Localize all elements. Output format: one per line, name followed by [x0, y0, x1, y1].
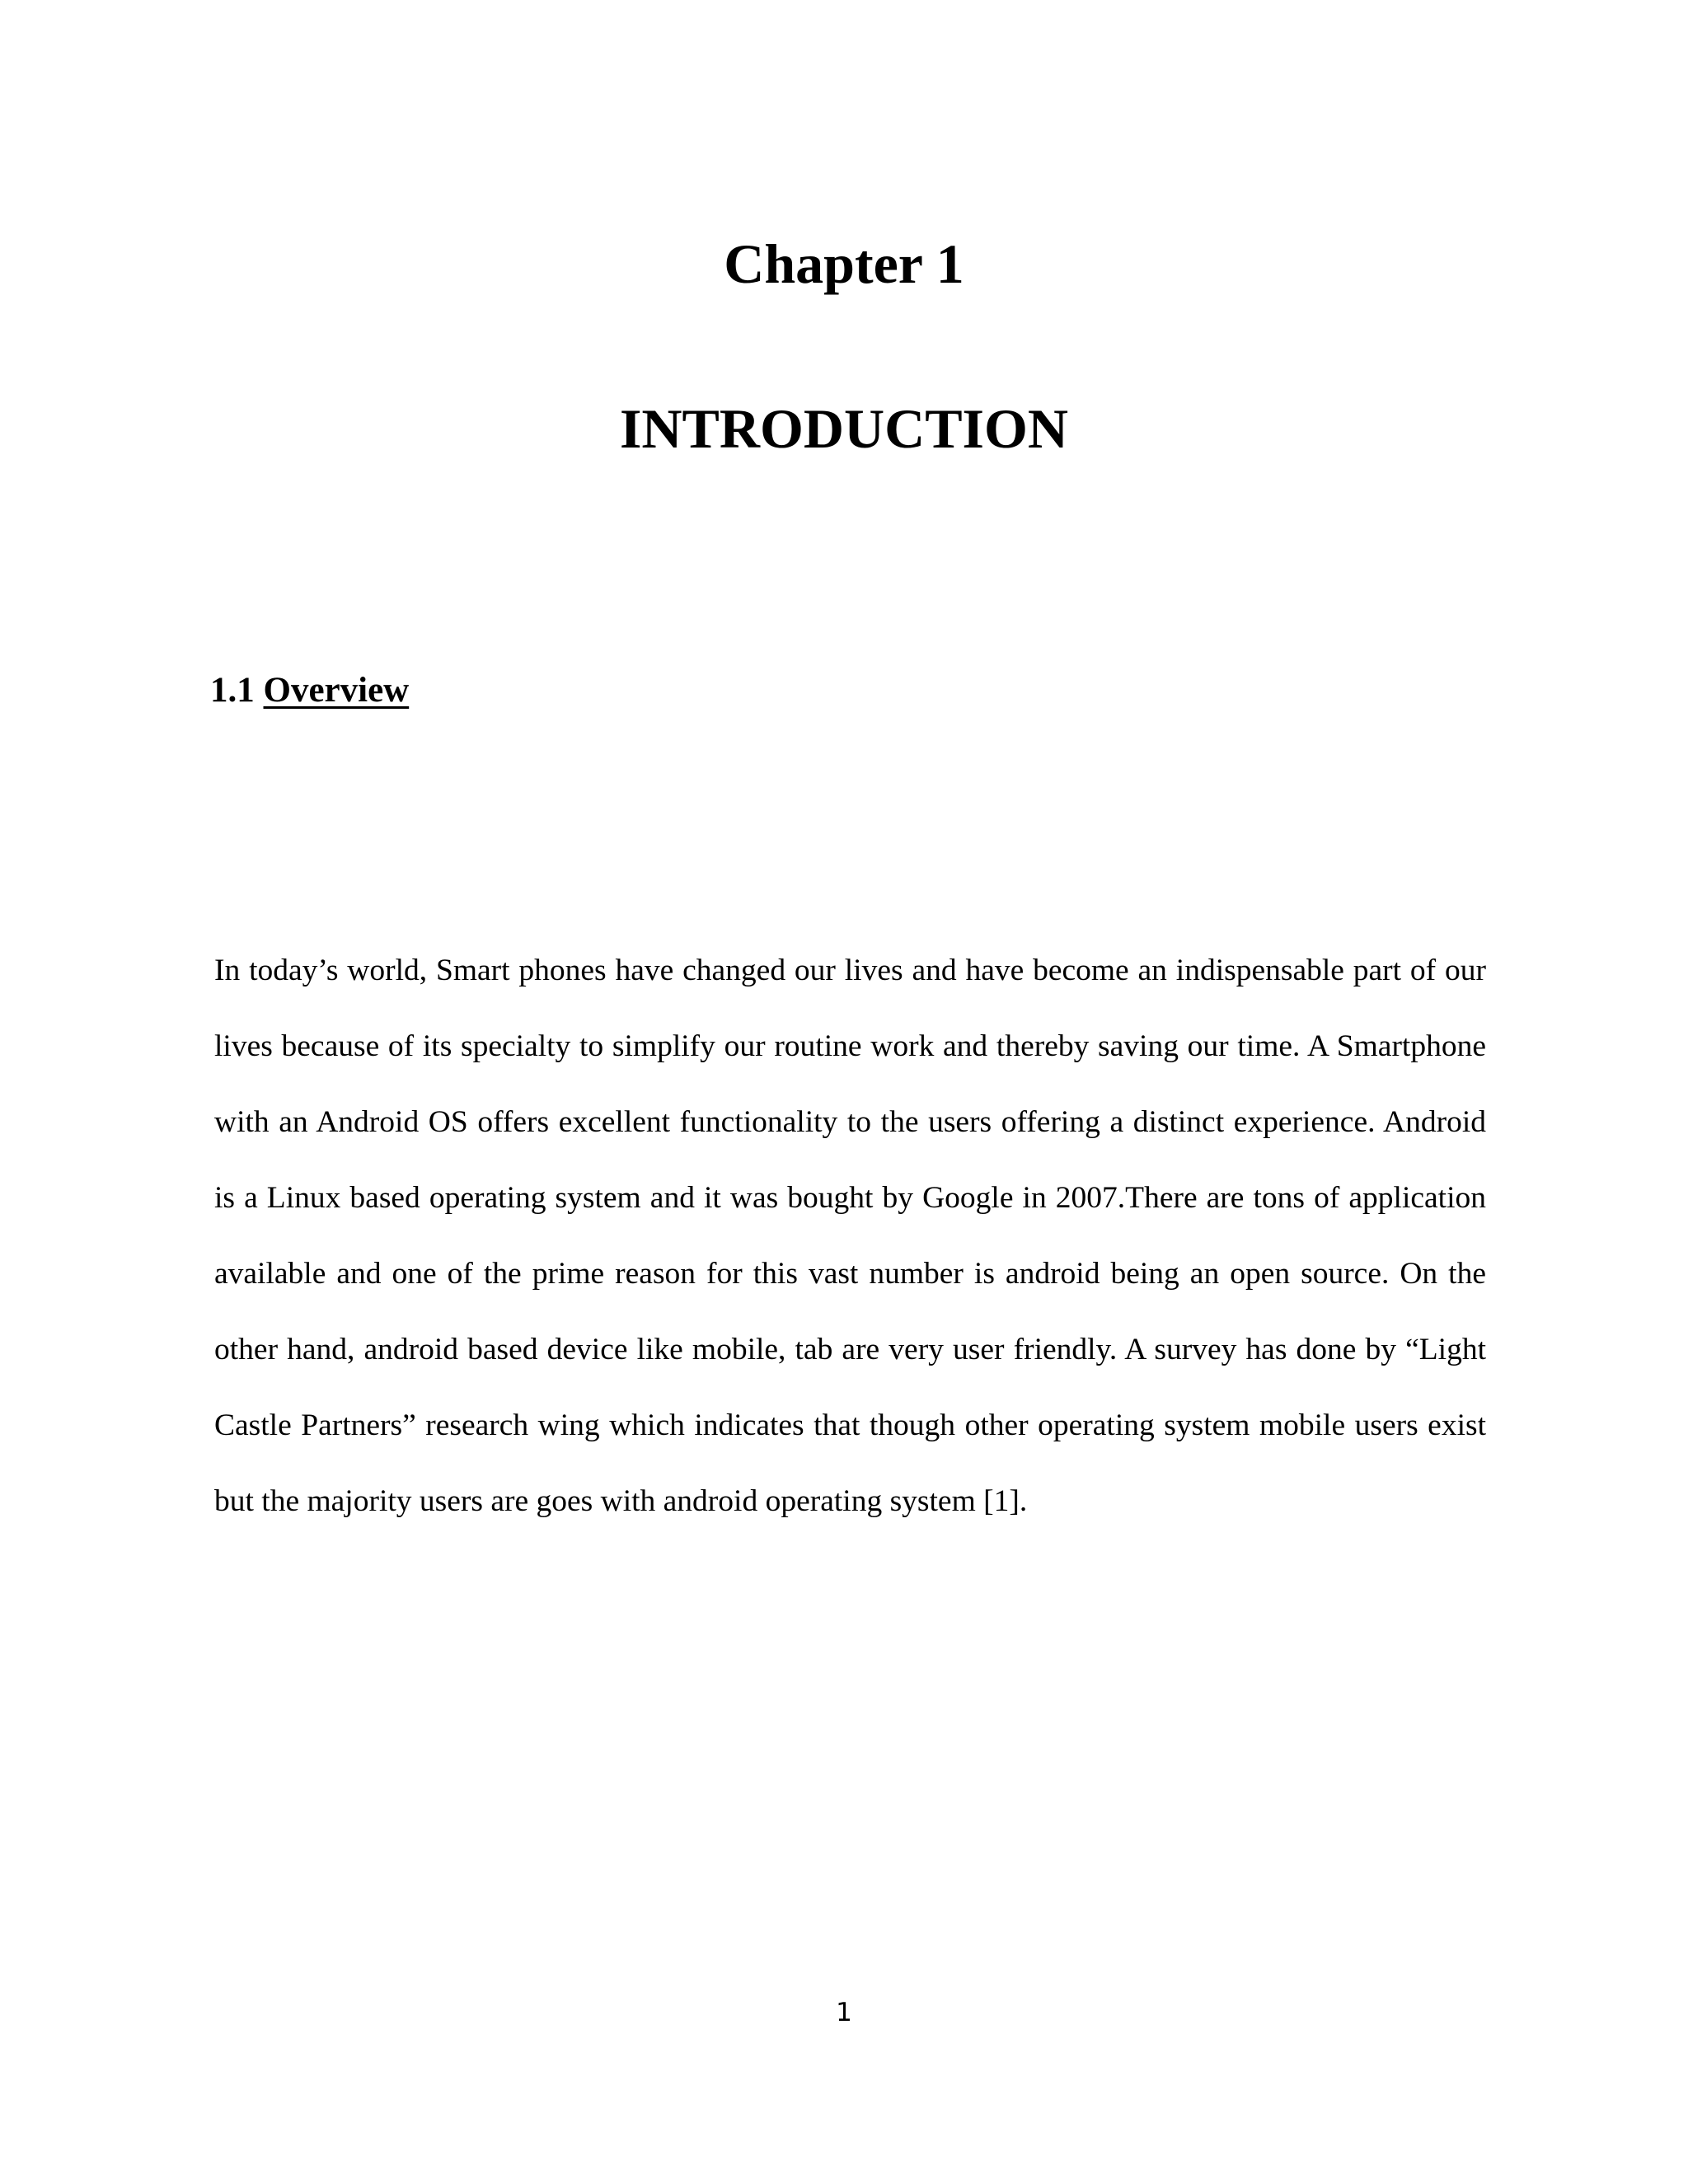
chapter-number-heading: Chapter 1: [724, 232, 964, 295]
section-title: Overview: [263, 671, 410, 710]
chapter-title-heading: INTRODUCTION: [619, 397, 1069, 460]
page-number: 1: [836, 1998, 852, 2027]
section-heading: [210, 666, 409, 715]
section-number: 1.1: [210, 671, 255, 710]
body-paragraph: In today’s world, Smart phones have changed our lives and have become an indispensable part of our lives because of its specialty to simplify our routine work and thereby saving our time. A Smartphone with an Android OS offers excellent functionality to the users offering a distinct experience. Android is a Linux based operating system and it was bought by Google in 2007.There are tons of application available and one of the prime reason for this vast number is android being an open source. On the other hand, android based device like mobile, tab are very user friendly. A survey has done by “Light Castle Partners” research wing which indicates that though other operating system mobile users exist but the majority users are goes with android operating system [1].: [214, 954, 1486, 1518]
